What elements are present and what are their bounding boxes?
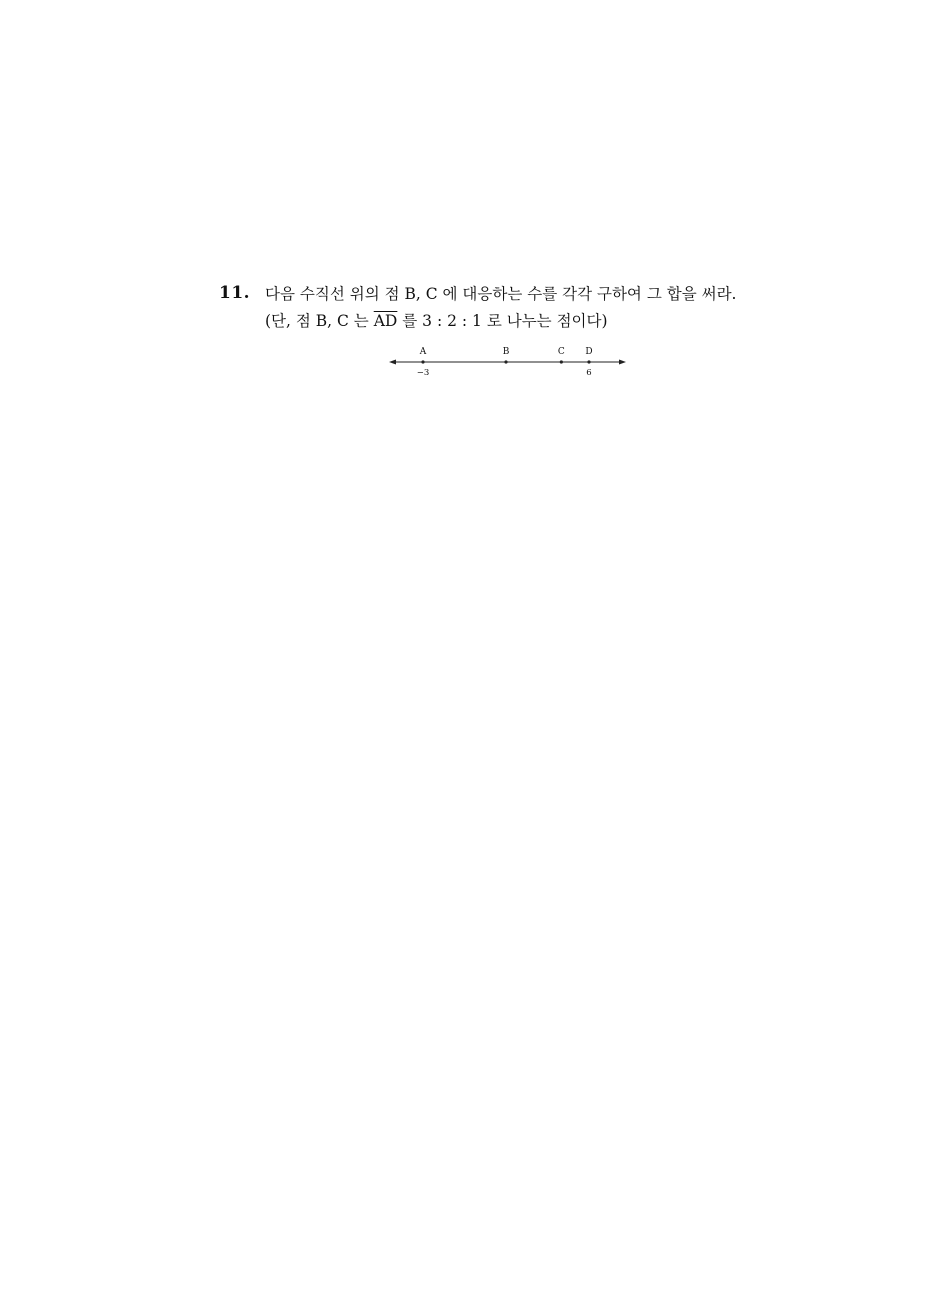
condition-prefix: (단, 점 B, C 는 [265, 312, 374, 330]
problem-line-1: 다음 수직선 위의 점 B, C 에 대응하는 수를 각각 구하여 그 합을 써라. [265, 285, 737, 303]
point-b-dot [504, 360, 507, 363]
point-c-label: C [557, 347, 565, 357]
problem-line-2 [265, 308, 736, 335]
segment-ad: $\overline{AD}$ [373, 312, 398, 330]
point-a-label: A [419, 347, 427, 357]
point-d-label: D [585, 347, 593, 357]
point-d-value: 6 [586, 368, 592, 378]
number-line-svg [385, 340, 630, 380]
right-arrow-icon [619, 360, 626, 365]
number-line-figure [385, 340, 630, 380]
point-d-dot [587, 360, 590, 363]
point-a-value: −3 [416, 368, 430, 378]
point-b-label: B [502, 347, 510, 357]
point-c-dot [560, 360, 563, 363]
condition-suffix: 를 3 : 2 : 1 로 나누는 점이다) [397, 312, 608, 330]
point-a-dot [421, 360, 424, 363]
problem-number: 11. [219, 283, 251, 303]
problem-statement [265, 281, 736, 335]
left-arrow-icon [389, 360, 396, 365]
